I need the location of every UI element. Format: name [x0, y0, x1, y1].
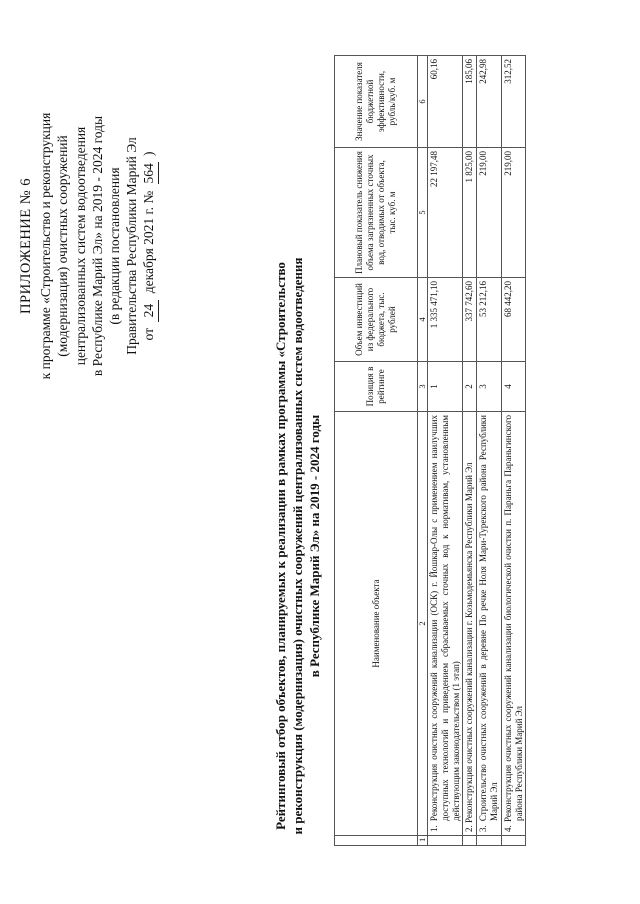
row-marker	[463, 836, 477, 846]
budget-efficiency: 60,16	[428, 56, 463, 148]
object-name: 1. Реконструкция очистных сооружений канализации (ОСК) г. Йошкар-Олы с применением наилучших доступных технологий и приведением сбрасываемых сточных вод к нормативам, установленным действующим законодательством (1 этап)	[428, 412, 463, 836]
column-number: 6	[418, 56, 428, 148]
appendix-date-line	[140, 66, 158, 426]
header-cell-blank	[335, 836, 418, 846]
investment-volume: 337 742,60	[463, 278, 477, 362]
object-name: 4. Реконструкция очистных сооружений канализации биологической очистки п. Параньга Параньгинского района Республики Марий Эл	[501, 412, 526, 836]
appendix-line: централизованных систем водоотведения	[72, 126, 88, 366]
rating-position: 2	[463, 362, 477, 412]
header-cell-name: Наименование объекта	[335, 412, 418, 836]
row-marker	[477, 836, 502, 846]
table-row	[463, 56, 477, 846]
header-cell-position: Позиция в рейтинге	[335, 362, 418, 412]
column-number: 3	[418, 362, 428, 412]
object-name: 3. Строительство очистных сооружений в деревне По речке Ноля Мари-Турекского района Республики Марий Эл	[477, 412, 502, 836]
column-number-row	[418, 56, 428, 846]
budget-efficiency: 185,06	[463, 56, 477, 148]
doc-number: 564	[140, 162, 158, 184]
column-number: 1	[418, 836, 428, 846]
table-header-row	[335, 56, 418, 846]
appendix-line: (в редакции постановления	[107, 167, 123, 325]
investment-volume: 68 442,20	[501, 278, 526, 362]
wastewater-reduction: 1 825,00	[463, 148, 477, 278]
rating-table	[334, 55, 526, 846]
column-number: 2	[418, 412, 428, 836]
appendix-line: Правительства Республики Марий Эл	[124, 137, 140, 355]
date-prefix: от	[141, 327, 157, 341]
table-row	[501, 56, 526, 846]
column-number: 4	[418, 278, 428, 362]
appendix-block	[18, 66, 159, 426]
appendix-line: в Республике Марий Эл» на 2019 - 2024 годы	[89, 115, 105, 377]
rating-position: 3	[477, 362, 502, 412]
appendix-line: (модернизация) очистных сооружений	[55, 135, 71, 357]
heading-line: и реконструкция (модернизация) очистных сооружений централизованных систем водоотведения	[290, 257, 305, 835]
object-name: 2. Реконструкция очистных сооружений канализации г. Козьмодемьянска Республики Марий Эл	[463, 412, 477, 836]
column-number: 5	[418, 148, 428, 278]
investment-volume: 1 335 471,10	[428, 278, 463, 362]
wastewater-reduction: 219,00	[501, 148, 526, 278]
rating-position: 4	[501, 362, 526, 412]
appendix-title: ПРИЛОЖЕНИЕ № 6	[18, 178, 34, 314]
row-marker	[428, 836, 463, 846]
heading-line: в Республике Марий Эл» на 2019 - 2024 годы	[307, 414, 322, 678]
table-row	[428, 56, 463, 846]
document-heading	[272, 226, 323, 866]
budget-efficiency: 312,52	[501, 56, 526, 148]
date-rest: декабря 2021 г. №	[141, 190, 157, 294]
budget-efficiency: 242,98	[477, 56, 502, 148]
header-cell-investment: Объем инвестиций из федерального бюджета, тыс. рублей	[335, 278, 418, 362]
date-close: )	[141, 151, 157, 157]
header-cell-reduction: Плановый показатель снижения объема загрязненных сточных вод, отводимых от объекта, тыс. куб. м	[335, 148, 418, 278]
appendix-line: к программе «Строительство и реконструкция	[38, 112, 54, 380]
row-marker	[501, 836, 526, 846]
investment-volume: 53 212,16	[477, 278, 502, 362]
header-cell-efficiency: Значение показателя бюджетной эффективности, рубль/куб. м	[335, 56, 418, 148]
wastewater-reduction: 219,00	[477, 148, 502, 278]
wastewater-reduction: 22 197,48	[428, 148, 463, 278]
date-day: 24	[140, 300, 158, 322]
rating-position: 1	[428, 362, 463, 412]
table-row	[477, 56, 502, 846]
heading-line: Рейтинговый отбор объектов, планируемых к реализации в рамках программы «Строительство	[273, 262, 288, 830]
